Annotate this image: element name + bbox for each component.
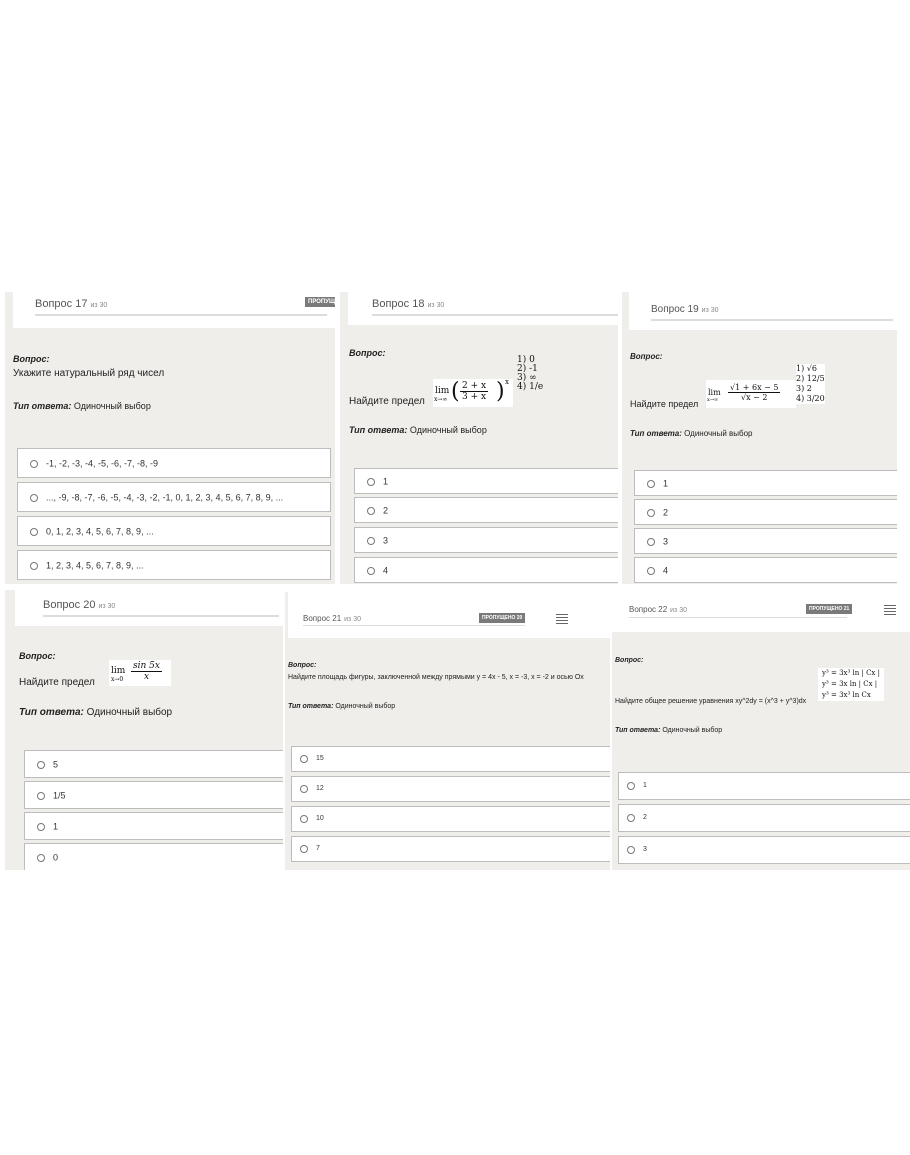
answer-option[interactable]: 15 [291, 746, 610, 772]
answer-option[interactable]: 3 [634, 528, 897, 554]
answer-option[interactable]: 10 [291, 806, 610, 832]
answer-option[interactable]: 4 [634, 557, 897, 583]
question-header [348, 292, 618, 325]
answer-type: Тип ответа: Одиночный выбор [13, 401, 151, 411]
answer-type: Тип ответа: Одиночный выбор [349, 425, 487, 435]
progress-line [35, 314, 327, 316]
radio-icon[interactable] [300, 815, 308, 823]
answer-option[interactable]: 1/5 [24, 781, 283, 809]
answer-choices-list: 1) 0 2) -1 3) ∞ 4) 1/e [517, 355, 544, 392]
question-label: Вопрос: [349, 348, 386, 358]
answer-type: Тип ответа: Одиночный выбор [19, 707, 173, 718]
list-menu-icon[interactable] [556, 612, 568, 626]
question-20-panel [5, 590, 283, 870]
progress-line [43, 615, 279, 617]
radio-icon[interactable] [37, 823, 45, 831]
answer-type: Тип ответа: Одиночный выбор [288, 703, 396, 710]
question-17-panel [5, 292, 335, 584]
question-text: Найдите предел [630, 399, 699, 409]
question-text: Найдите площадь фигуры, заключенной между прямыми y = 4x - 5, x = -3, x = -2 и осью Ox [288, 674, 584, 681]
radio-icon[interactable] [647, 480, 655, 488]
question-title: Вопрос 20 из 30 [43, 599, 116, 611]
answer-type: Тип ответа: Одиночный выбор [615, 727, 723, 734]
question-text: Найдите общее решение уравнения xy^2dy = (x^3 + y^3)dx [615, 698, 807, 705]
answer-type: Тип ответа: Одиночный выбор [630, 429, 753, 438]
skipped-badge: ПРОПУЩЕНО 21 [806, 604, 852, 614]
radio-icon[interactable] [300, 845, 308, 853]
progress-line [629, 617, 847, 618]
answer-option[interactable]: 1 [24, 812, 283, 840]
question-title: Вопрос 18 из 30 [372, 298, 445, 310]
question-21-panel [285, 592, 610, 870]
radio-icon[interactable] [300, 785, 308, 793]
radio-icon[interactable] [30, 528, 38, 536]
question-title: Вопрос 21 из 30 [303, 614, 361, 623]
answer-option[interactable]: 2 [354, 497, 618, 523]
question-title: Вопрос 19 из 30 [651, 304, 719, 315]
question-label: Вопрос: [19, 651, 56, 661]
radio-icon[interactable] [37, 854, 45, 862]
radio-icon[interactable] [627, 782, 635, 790]
question-title: Вопрос 22 из 30 [629, 605, 687, 614]
radio-icon[interactable] [37, 761, 45, 769]
progress-line [372, 314, 618, 316]
answer-choices-list: y³ = 3x³ ln | Cx | y³ = 3x ln | Cx | y³ = 3x³ ln Cx [818, 668, 884, 701]
progress-line [651, 319, 893, 321]
answer-option[interactable]: -1, -2, -3, -4, -5, -6, -7, -8, -9 [17, 448, 331, 478]
answer-option[interactable]: 0, 1, 2, 3, 4, 5, 6, 7, 8, 9, ... [17, 516, 331, 546]
question-text: Найдите предел [349, 396, 425, 407]
radio-icon[interactable] [647, 567, 655, 575]
answer-option[interactable]: 1 [354, 468, 618, 494]
question-header [15, 590, 283, 626]
answer-option[interactable]: ..., -9, -8, -7, -6, -5, -4, -3, -2, -1, 0, 1, 2, 3, 4, 5, 6, 7, 8, 9, ... [17, 482, 331, 512]
question-header [612, 592, 910, 632]
answer-option[interactable]: 12 [291, 776, 610, 802]
answer-option[interactable]: 1 [618, 772, 910, 800]
question-22-panel [612, 592, 910, 870]
question-19-panel [622, 292, 897, 584]
limit-formula: lim x→∞ $\frac{√1 + 6x - 5}{√x - 2}$ [706, 380, 796, 408]
question-label: Вопрос: [615, 657, 644, 664]
radio-icon[interactable] [647, 509, 655, 517]
answer-option[interactable]: 4 [354, 557, 618, 583]
answer-option[interactable]: 1, 2, 3, 4, 5, 6, 7, 8, 9, ... [17, 550, 331, 580]
list-menu-icon[interactable] [884, 603, 896, 617]
progress-line [303, 625, 525, 626]
answer-option[interactable]: 2 [618, 804, 910, 832]
question-header [288, 592, 610, 638]
radio-icon[interactable] [30, 494, 38, 502]
skipped-badge: ПРОПУЩ [305, 297, 335, 307]
radio-icon[interactable] [647, 538, 655, 546]
radio-icon[interactable] [627, 846, 635, 854]
question-header [629, 292, 897, 330]
skipped-badge: ПРОПУЩЕНО 20 [479, 613, 525, 623]
question-header [13, 292, 335, 328]
radio-icon[interactable] [367, 537, 375, 545]
question-text: Найдите предел [19, 677, 95, 688]
answer-option[interactable]: 3 [354, 527, 618, 553]
radio-icon[interactable] [37, 792, 45, 800]
radio-icon[interactable] [627, 814, 635, 822]
radio-icon[interactable] [367, 567, 375, 575]
question-label: Вопрос: [630, 352, 663, 361]
question-label: Вопрос: [13, 354, 50, 364]
radio-icon[interactable] [367, 478, 375, 486]
limit-formula: lim x→0 $\frac{\sin 5x}{x}$ [109, 660, 171, 686]
answer-choices-list: 1) √6 2) 12/5 3) 2 4) 3/20 [796, 364, 825, 403]
radio-icon[interactable] [30, 562, 38, 570]
answer-option[interactable]: 1 [634, 470, 897, 496]
answer-option[interactable]: 3 [618, 836, 910, 864]
limit-formula: lim x→∞ ( $\frac{2 + x}{3 + x}$ ) x [433, 379, 513, 407]
radio-icon[interactable] [367, 507, 375, 515]
answer-option[interactable]: 7 [291, 836, 610, 862]
answer-option[interactable]: 0 [24, 843, 283, 870]
question-label: Вопрос: [288, 662, 317, 669]
question-title: Вопрос 17 из 30 [35, 298, 108, 310]
question-18-panel [340, 292, 618, 584]
radio-icon[interactable] [300, 755, 308, 763]
answer-option[interactable]: 2 [634, 499, 897, 525]
question-text: Укажите натуральный ряд чисел [13, 368, 165, 379]
answer-option[interactable]: 5 [24, 750, 283, 778]
radio-icon[interactable] [30, 460, 38, 468]
